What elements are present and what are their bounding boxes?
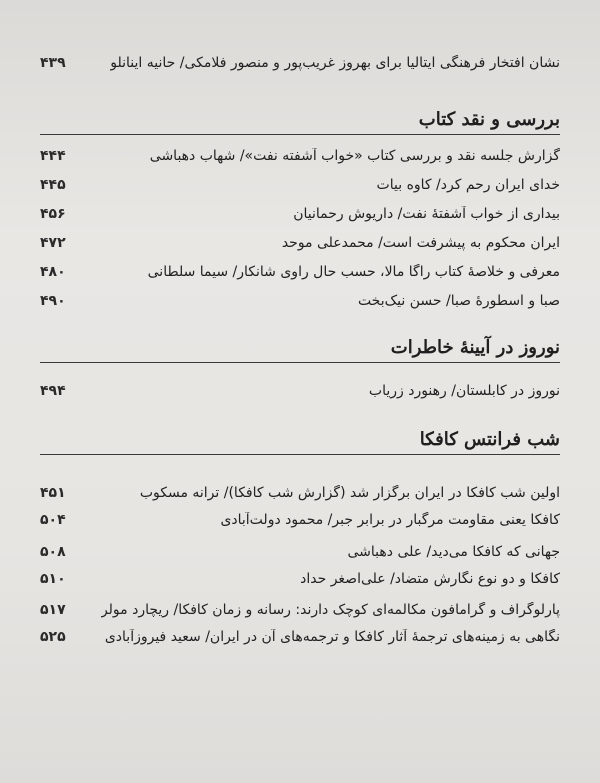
toc-entry [40,507,560,533]
entry-text: ایران محکوم به پیشرفت است/ محمدعلی موحد [281,235,560,251]
entry-text: نشان افتخار فرهنگی ایتالیا برای بهروز غریب‌پور و منصور فلامکی/ حانیه اینانلو [110,55,560,71]
section-title: شب فرانتس کافکا [419,429,560,450]
toc-entry [40,597,560,623]
page-number: ۴۸۰ [40,264,66,280]
page-number: ۴۹۰ [40,293,66,309]
section-title: نوروز در آیینهٔ خاطرات [390,337,560,358]
entry-text: نوروز در کابلستان/ رهنورد زریاب [368,383,560,399]
page-number: ۴۵۱ [40,485,66,501]
page-number: ۴۴۴ [40,148,66,164]
entry-text: گزارش جلسه نقد و بررسی کتاب «خواب آشفته نفت»/ شهاب دهباشی [149,148,560,164]
page-number: ۵۱۰ [40,571,66,587]
entry-text: خدای ایران رحم کرد/ کاوه بیات [376,177,560,193]
page-number: ۵۲۵ [40,629,66,645]
page-number: ۴۵۶ [40,206,66,222]
section-heading [40,328,560,363]
toc-entry [40,288,560,314]
page-number: ۵۱۷ [40,602,66,618]
entry-text: پارلوگراف و گرامافون مکالمه‌ای کوچک دارند: رسانه و زمان کافکا/ ریچارد مولر [100,602,560,618]
page-number: ۵۰۴ [40,512,66,528]
entry-text: اولین شب کافکا در ایران برگزار شد (گزارش شب کافکا)/ ترانه مسکوب [139,485,560,501]
entry-text: معرفی و خلاصهٔ کتاب راگا مالا، حسب حال راوی شانکار/ سیما سلطانی [147,264,560,280]
section-heading [40,100,560,135]
toc-entry [40,480,560,506]
page-number: ۴۳۹ [40,55,66,71]
entry-text: جهانی که کافکا می‌دید/ علی دهباشی [347,544,560,560]
section-heading [40,420,560,455]
toc-entry [40,201,560,227]
toc-entry [40,143,560,169]
toc-entry [40,172,560,198]
toc-entry [40,50,560,76]
toc-entry [40,566,560,592]
toc-entry [40,624,560,650]
entry-text: کافکا و دو نوع نگارش متضاد/ علی‌اصغر حداد [300,571,560,587]
entry-text: صبا و اسطورهٔ صبا/ حسن نیک‌بخت [357,293,560,309]
entry-text: کافکا یعنی مقاومت مرگبار در برابر جبر/ محمود دولت‌آبادی [220,512,560,528]
toc-entry [40,539,560,565]
page-number: ۴۷۲ [40,235,66,251]
toc-entry [40,230,560,256]
entry-text: بیداری از خواب آشفتهٔ نفت/ داریوش رحمانیان [293,206,560,222]
toc-entry [40,259,560,285]
page-number: ۴۴۵ [40,177,66,193]
page-number: ۴۹۴ [40,383,66,399]
entry-text: نگاهی به زمینه‌های ترجمهٔ آثار کافکا و ترجمه‌های آن در ایران/ سعید فیروزآبادی [104,629,560,645]
toc-entry [40,378,560,404]
section-title: بررسی و نقد کتاب [418,109,560,130]
page-number: ۵۰۸ [40,544,66,560]
